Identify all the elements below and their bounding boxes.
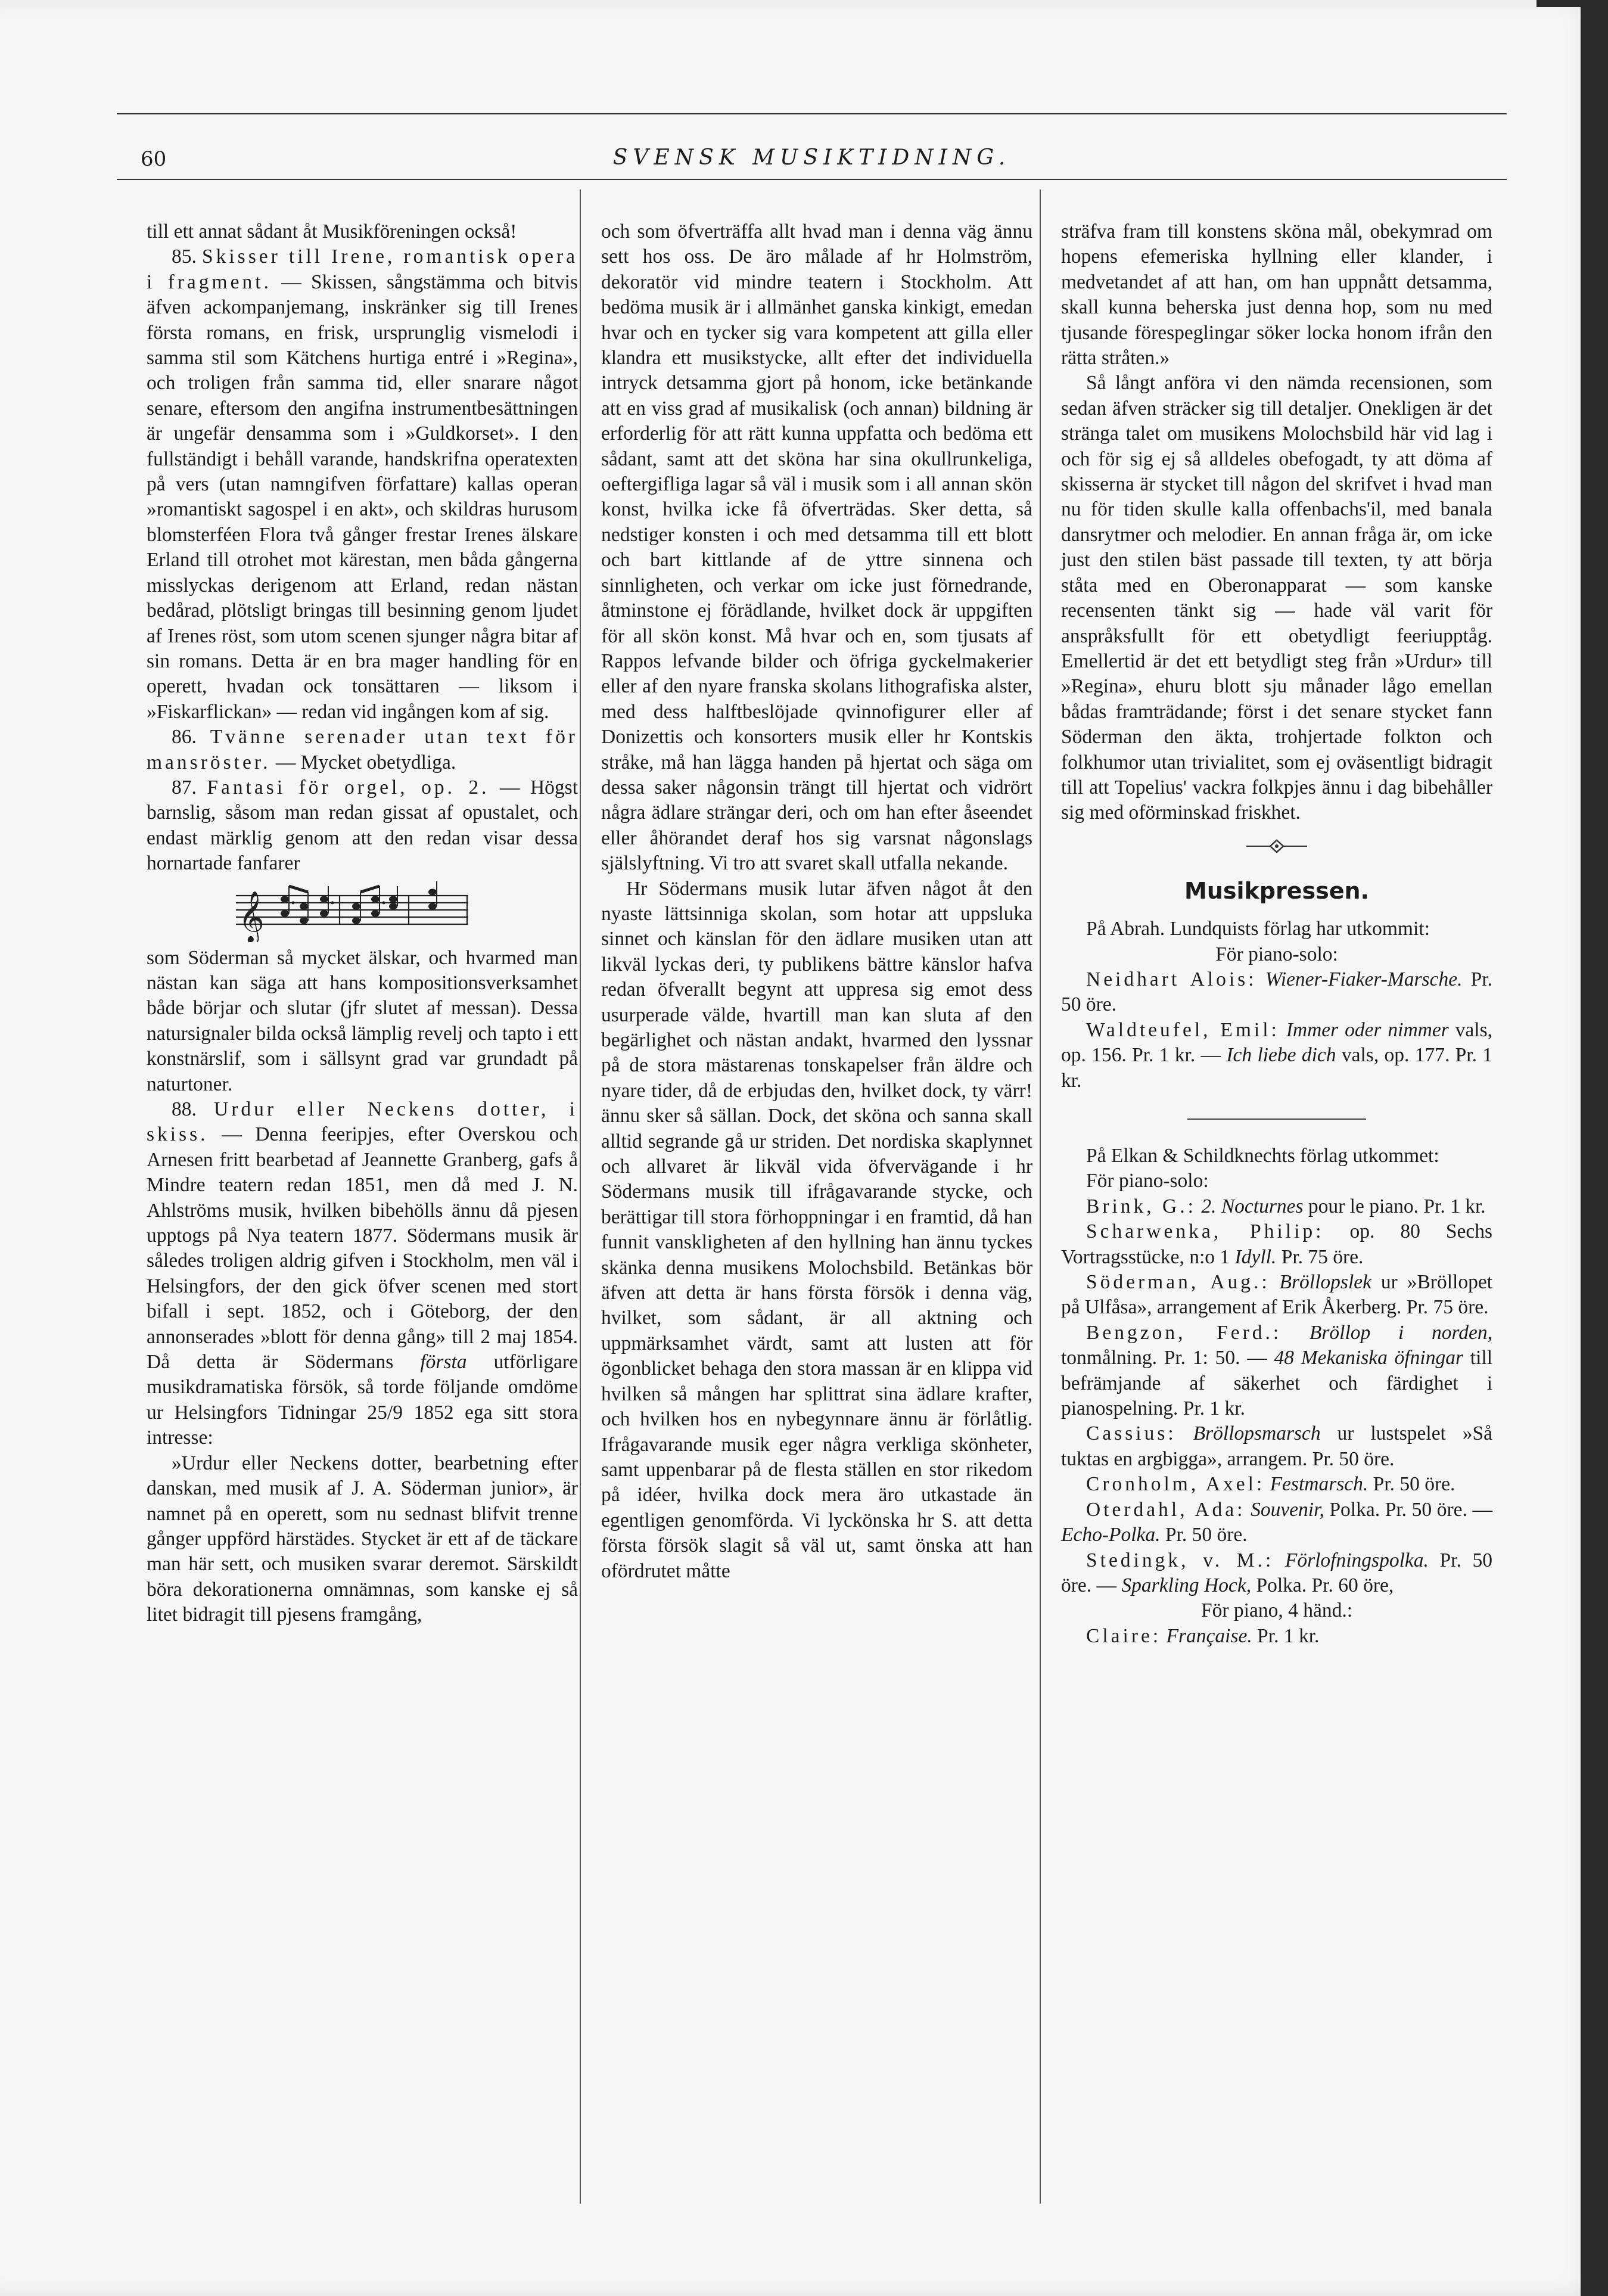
column-3 <box>1061 219 1492 1649</box>
item-number: 85. <box>172 246 197 268</box>
paragraph: sträfva fram till konstens sköna mål, obekymrad om hopens efemeriska hyllning eller klander, i medvetandet af att han, om han uppnått detsamma, skall kunna beherska just denna hop, som nu med tjusande förespeglingar söker locka honom ifrån den rätta stråten.» <box>1061 220 1492 369</box>
item-number: 88. <box>172 1098 197 1120</box>
work-title: Festmarsch. <box>1270 1473 1368 1496</box>
paragraph <box>147 725 578 775</box>
paragraph: Hr Södermans musik lutar äfven något åt den nyaste lättsinniga skolan, som hotar att uppsluka sinnet och känslan för den ädlare musiken utan att likväl lyckas deri, ty publikens bättre känslor hafva redan öfverallt begynt att uppresa sig emot dess usurperade välde, hvartill man kan sluta af den begärlighet och nästan andakt, hvarmed den lyssnar på de stora mästarenas tonskapelser från äldre och nyare tider, då de erbjudas den, hvilket dock, ty värr! ännu sker så sällan. Dock, det sköna och sanna skall alltid segrande gå ur striden. Det nordiska skaplynnet och allvaret är likväl vida öfvervägande i hr Södermans musik till ifrågavarande stycke, och berättigar till stora förhoppningar i en framtid, då han funnit vanskligheten af den hyllning han ännu tyckes skänka denna musikens Molochsbild. Betänkas bör äfven att detta är hans första försök i denna väg, hvilket, som sådant, är all aktning och uppmärksamhet värdt, samt att lusten att för ögonblicket behaga den stora massan är en klippa vid hvilken så mången har splittrat sina ädlare krafter, och hvilken hos en nybegynnare ännu är förlåtlig. Ifrågavarande musik eger några verkliga skönheter, samt uppenbarar på de flesta ställen en stor rikedom på idéer, hvilka dock mera äro utkastade än egentligen genomförda. Vi lyckönska hr S. att detta första försök slagit så väl ut, samt önska att han ofördrutet måtte <box>601 877 1032 1582</box>
composer: Cassius: <box>1086 1422 1177 1445</box>
item-number: 87. <box>172 776 197 799</box>
item-text: — Mycket obetydliga. <box>275 751 456 773</box>
page-number: 60 <box>141 147 167 171</box>
item-text: — Skissen, sångstämma och bitvis äfven ackompanjemang, inskränker sig till Irenes första romans, en frisk, ursprunglig vismelodi i samma stil som Kätchens hurtiga entré i »Regina», och troligen från samma tid, eller snarare något senare, eftersom den angifna instrumentbesättningen är ungefär densamma som i »Guldkorset». I den fullständigt i behåll varande, handskrifna operatexten på vers (utan namngifven författare) kallas operan »romantiskt sagospel i en akt», och skildras hurusom blomsterféen Flora två gånger frestar Irenes älskare Erland till otrohet mot kärestan, men båda gångerna misslyckas derigenom att Erland, redan nästan bedårad, plötsligt bringas till besinning genom ljudet af Irenes röst, som utom scenen sjunger några bitar af sin romans. Detta är en bra mager handling för en operett, hvadan ock tonsättaren — liksom i »Fiskarflickan» — redan vid ingången kom af sig. <box>147 271 578 723</box>
item-text: — Denna feeripjes, efter Overskou och Arnesen fritt bearbetad af Jeannette Granberg, gafs å Mindre teatern redan 1851, men då med J. N. Ahlströms musik, hvilken bibehölls ännu då pjesen upptogs på Nya teatern 1877. Södermans musik är således troligen aldrig gifven i Stockholm, men väl i Helsingfors, der den gick öfver scenen med stort bifall i sept. 1852, och i Göteborg, der den annonserades »blott för denna gång» till 2 maj 1854. Då detta är Södermans <box>147 1123 578 1374</box>
composer: Stedingk, v. M.: <box>1086 1549 1274 1571</box>
ornament-divider <box>1061 837 1492 855</box>
listing-entry <box>1061 1548 1492 1599</box>
entry-text: Polka. Pr. 60 öre, <box>1256 1574 1394 1596</box>
column-rule-1 <box>580 189 581 2204</box>
work-title: Idyll. <box>1234 1245 1277 1268</box>
category-heading: För piano-solo: <box>1215 943 1338 965</box>
section-title: Musikpressen. <box>1184 877 1369 904</box>
item-text: — Högst barnslig, såsom man redan gissat af opustalet, och endast märklig genom att den redan visar dessa hornartade fanfarer <box>147 776 578 875</box>
listing-entry <box>1061 967 1492 1018</box>
work-title: 2. Nocturnes <box>1201 1195 1304 1217</box>
entry-text: Pr. 50 öre. — <box>1061 1549 1492 1596</box>
page-header <box>117 113 1507 180</box>
work-title: Immer oder nimmer <box>1286 1018 1449 1041</box>
running-title: SVENSK MUSIKTIDNING. <box>612 145 1011 170</box>
composer: Söderman, Aug.: <box>1086 1271 1270 1294</box>
price: Pr. 1 kr. <box>1257 1624 1320 1647</box>
composer: Claire: <box>1086 1624 1162 1647</box>
composer: Brink, G.: <box>1086 1195 1196 1217</box>
paragraph <box>147 244 578 725</box>
paragraph: som Söderman så mycket älskar, och hvarmed man nästan kan säga att hans kompositionsverksamhet både börjar och slutar (jfr slutet af messan). Dessa natursignaler bilda också lämplig revelj och tapto i ett konstnärslif, som i sällsynt grad var grundadt på naturtoner. <box>147 946 578 1095</box>
entry-text: Pr. 50 öre. <box>1165 1524 1248 1546</box>
paragraph: och som öfverträffa allt hvad man i denna väg ännu sett hos oss. De äro målade af hr Holmström, dekoratör vid mindre teatern i Stockholm. Att bedöma musik är i allmänhet ganska kinkigt, emedan hvar och en tycker sig vara kompetent att gilla eller klandra ett musikstycke, allt efter det individuella intryck detsamma gjort på honom, icke betänkande att en viss grad af musikalisk (och annan) bildning är erforderlig för att rätt kunna uppfatta och bedöma ett sådant, samt att det sköna har sina okullrunkeliga, oeftergifliga lagar så väl i musik som i all annan skön konst, hvilka icke få öfverträdas. Sker detta, så nedstiger konsten i och med detsamma till ett blott och bart kittlande af de yttre sinnena och sinnligheten, och verkar om icke just förnedrande, åtminstone ej förädlande, hvilket dock är uppgiften för all skön konst. Må hvar och en, som tjusats af Rappos lefvande bilder och öfriga gyckelmakerier eller af den nyare franska skolans lithografiska alster, med dess halftbeslöjade qvinnofigurer eller af Donizettis och konsorters musik eller hr Kontskis stråke, må han lägga handen på hjertat och säga om dessa saker någonsin trängt till hjertat och vidrört några ädlare strängar deri, och om han efter åseendet eller åhörandet deraf hos sig varsnat någonslags själslyftning. Vi tro att svaret skall utfalla nekande. <box>601 220 1032 875</box>
item-title: Skisser till Irene, romantisk opera i fragment. <box>147 246 578 293</box>
newspaper-page <box>117 113 1507 2211</box>
entry-text: vals, op. 177. Pr. 1 kr. <box>1061 1044 1493 1092</box>
item-text: utförligare musikdramatiska försök, så torde följande omdöme ur Helsingfors Tidningar 25/9 1852 ega sitt stora intresse: <box>147 1351 578 1449</box>
work-title: Ich liebe dich <box>1226 1044 1336 1067</box>
listing-entry <box>1061 1219 1492 1270</box>
composer: Oterdahl, Ada: <box>1086 1498 1246 1521</box>
emphasis: första <box>420 1351 467 1374</box>
quotation: »Urdur eller Neckens dotter, bearbetning efter danskan, med musik af J. A. Söderman junior», är namnet på en operett, som nu sednast blifvit trenne gånger uppförd härstädes. Stycket är ett af de täckare man här sett, och musiken svarar deremot. Särskildt böra dekorationerna omnämnas, som kanske ej så litet bidragit till pjesens framgång, <box>147 1452 578 1626</box>
listing-entry <box>1061 1194 1492 1219</box>
work-title: Sparkling Hock, <box>1121 1574 1252 1596</box>
entry-text: tonmålning. Pr. 1: 50. — <box>1061 1347 1267 1369</box>
listing-entry <box>1061 1018 1492 1093</box>
music-staff <box>230 880 480 942</box>
price: Pr. 75 öre. <box>1281 1245 1364 1268</box>
entry-text: Polka. Pr. 50 öre. — <box>1329 1498 1492 1521</box>
composer: Neidhart Alois: <box>1086 968 1257 990</box>
paragraph: till ett annat sådant åt Musikföreningen också! <box>147 220 517 243</box>
work-title: Souvenir, <box>1251 1498 1324 1521</box>
section-divider <box>1187 1119 1366 1120</box>
listing-entry <box>1061 1421 1492 1472</box>
work-title: Wiener-Fiaker-Marsche. <box>1265 968 1463 990</box>
entry-text: ur »Bröllopet på Ulfåsa», arrangement af Erik Åkerberg. Pr. 75 öre. <box>1061 1271 1493 1319</box>
paragraph <box>147 775 578 877</box>
svg-text:𝄞: 𝄞 <box>238 890 265 942</box>
ornament-glyph <box>1244 837 1310 855</box>
composer: Waldteufel, Emil: <box>1086 1018 1280 1041</box>
work-title: Echo-Polka. <box>1061 1524 1161 1546</box>
category-heading: För piano-solo: <box>1086 1170 1209 1192</box>
entry-text: Pr. 50 öre. <box>1373 1473 1455 1496</box>
entry-text: pour le piano. Pr. 1 kr. <box>1308 1195 1486 1217</box>
listing-entry <box>1061 1472 1492 1497</box>
composer: Scharwenka, Philip: <box>1086 1220 1324 1243</box>
work-title: Bröllop i norden, <box>1309 1321 1492 1344</box>
column-2 <box>601 219 1032 1584</box>
scan-edge <box>1581 0 1608 2296</box>
listing-entry <box>1061 1321 1492 1422</box>
work-title: Bröllopsmarsch <box>1193 1422 1321 1445</box>
price: Pr. 50 öre. <box>1061 968 1492 1016</box>
work-title: Bröllopslek <box>1279 1271 1371 1294</box>
publisher-intro: På Abrah. Lundquists förlag har utkommit: <box>1086 918 1430 940</box>
item-number: 86. <box>172 726 197 748</box>
scan-edge-top <box>1537 0 1608 7</box>
entry-text: ur lustspelet »Så tuktas en argbigga», arrangem. Pr. 50 öre. <box>1061 1422 1493 1470</box>
work-title: 48 Mekaniska öfningar <box>1274 1347 1464 1369</box>
column-rule-2 <box>1040 189 1041 2204</box>
listing-entry <box>1061 1624 1492 1649</box>
publisher-intro: På Elkan & Schildknechts förlag utkommet: <box>1086 1145 1439 1167</box>
work-title: Förlofningspolka. <box>1284 1549 1429 1571</box>
column-1 <box>147 219 578 1628</box>
paragraph: Så långt anföra vi den nämda recensionen, som sedan äfven sträcker sig till detaljer. Onekligen är det stränga talet om musikens Molochsbild här vid lag i och för sig ej så alldeles obefogadt, ty att döma af skisserna är stycket till någon del skrifvet i hvad man nu för tiden skulle kalla offenbachs'il, med banala dansrytmer och melodier. En annan fråga är, om icke just den stilen bäst passade till texten, ty att börja ståta med en Oberonapparat — som kanske recensenten tänkt sig — hade väl varit för anspråksfullt för ett obetydligt feeriupptåg. Emellertid är det ett betydligt steg från »Urdur» till »Regina», ehuru blott sju månader lågo emellan bådas framträdande; först i det senare stycket fann Söderman den äkta, trohjertade folkton och folkhumor utan trivialitet, som ej oväsentligt bidragit till att Topelius' vackra folkpjes ännu i dag bibehåller sig med oförminskad friskhet. <box>1061 372 1492 824</box>
music-notation-figure <box>230 880 480 942</box>
listing-entry <box>1061 1497 1492 1548</box>
header-rule <box>117 179 1507 180</box>
item-title: Tvänne serenader utan text för mansröster. <box>147 726 578 773</box>
paragraph <box>147 1097 578 1451</box>
entry-text: op. 80 Sechs Vortragsstücke, n:o 1 <box>1061 1220 1493 1268</box>
composer: Bengzon, Ferd.: <box>1086 1321 1282 1344</box>
item-title: Fantasi för orgel, op. 2. <box>207 776 490 799</box>
entry-text: vals, op. 156. Pr. 1 kr. — <box>1061 1018 1493 1067</box>
work-title: Française. <box>1166 1624 1252 1647</box>
composer: Cronholm, Axel: <box>1086 1473 1265 1496</box>
listing-entry <box>1061 1270 1492 1321</box>
item-title: Urdur eller Neckens dotter, i skiss. <box>147 1098 578 1146</box>
entry-text: till befrämjande af säkerhet och färdighet i pianospelning. Pr. 1 kr. <box>1061 1347 1493 1420</box>
category-heading: För piano, 4 händ.: <box>1200 1599 1352 1622</box>
